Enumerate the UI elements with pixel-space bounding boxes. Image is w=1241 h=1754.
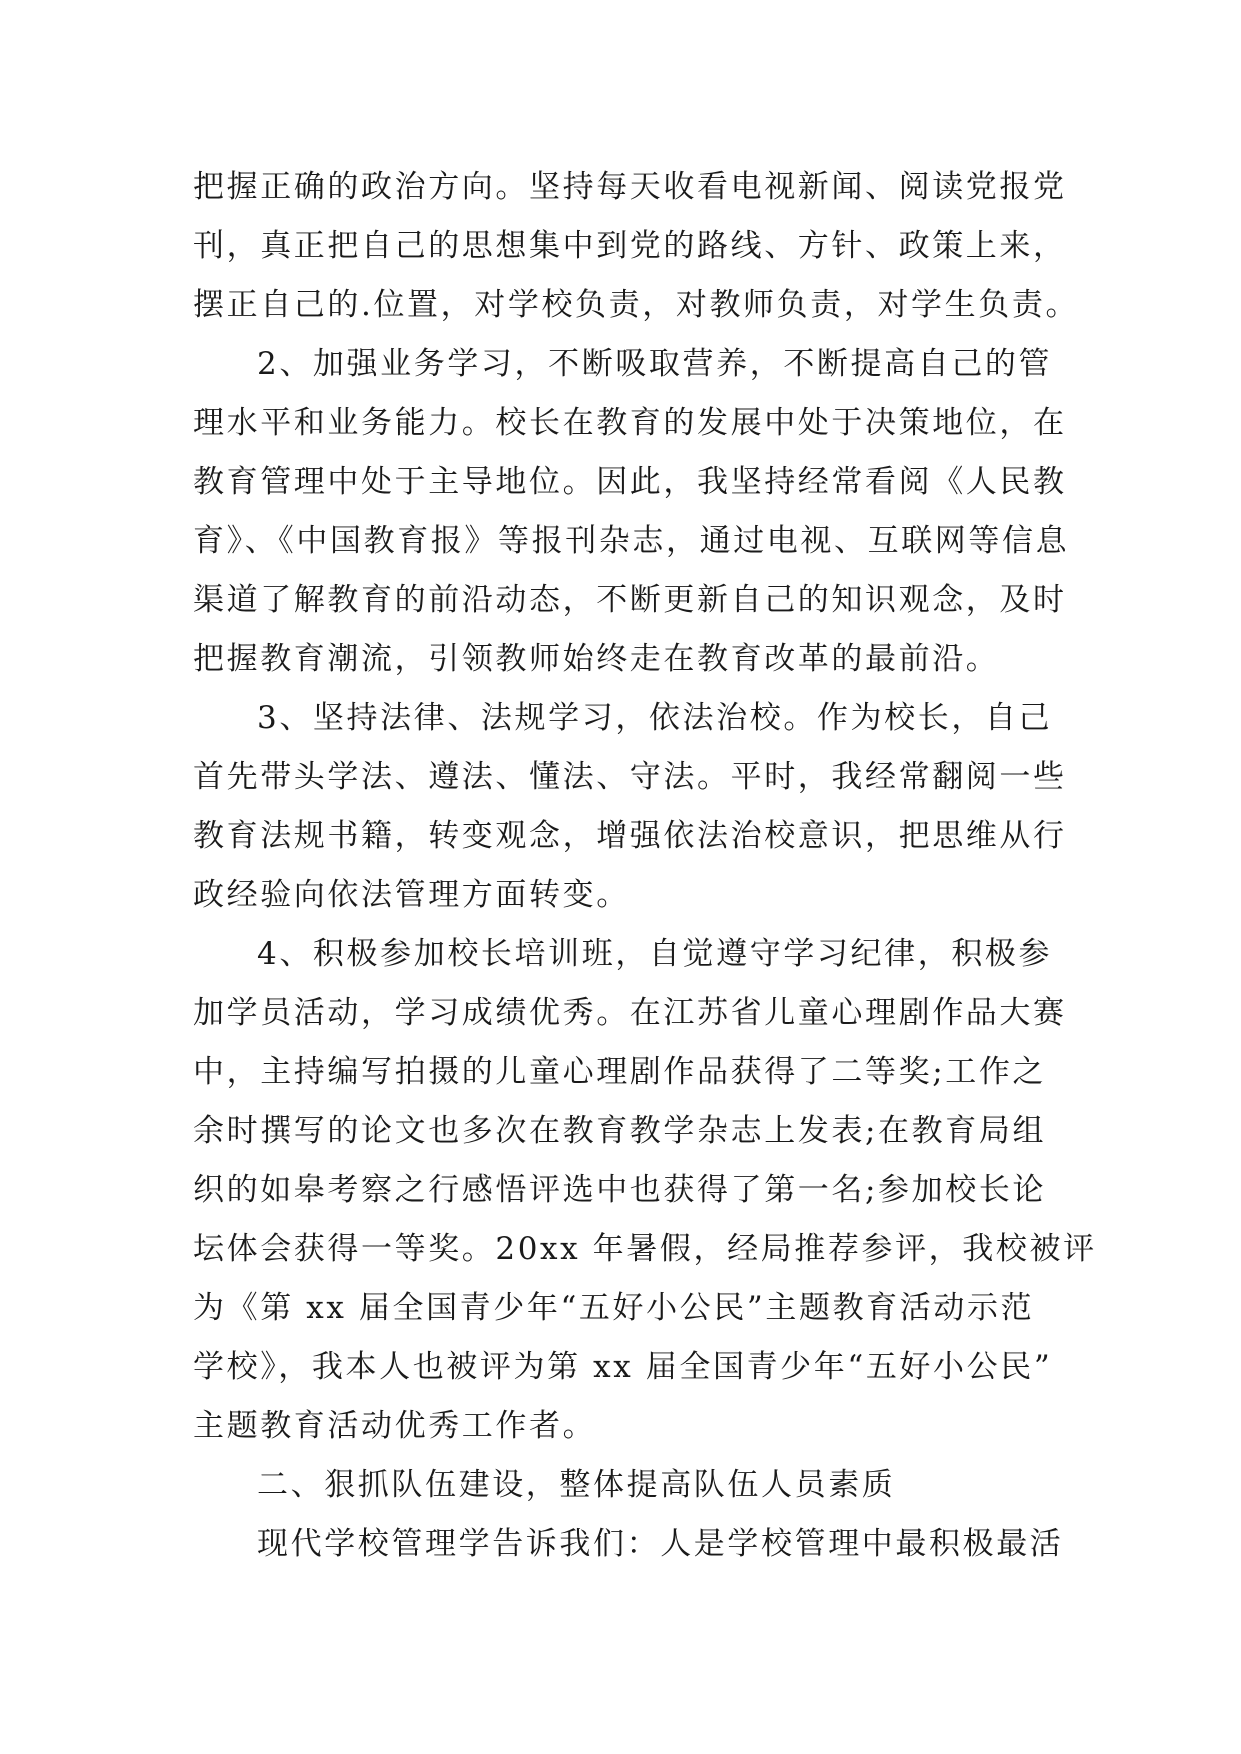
text-line: 教育管理中处于主导地位。因此，我坚持经常看阅《人民教 [193, 464, 1067, 500]
text-line: 余时撰写的论文也多次在教育教学杂志上发表;在教育局组 [193, 1113, 1047, 1149]
text-line: 织的如皋考察之行感悟评选中也获得了第一名;参加校长论 [193, 1172, 1047, 1208]
text-line: 摆正自己的.位置，对学校负责，对教师负责，对学生负责。 [193, 287, 1080, 323]
text-line: 加学员活动，学习成绩优秀。在江苏省儿童心理剧作品大赛 [193, 995, 1067, 1031]
text-line: 二、狠抓队伍建设，整体提高队伍人员素质 [257, 1467, 896, 1503]
text-line: 坛体会获得一等奖。20xx 年暑假，经局推荐参评，我校被评 [193, 1231, 1097, 1267]
text-line: 学校》，我本人也被评为第 xx 届全国青少年“五好小公民” [193, 1349, 1053, 1385]
text-line: 中，主持编写拍摄的儿童心理剧作品获得了二等奖;工作之 [193, 1054, 1047, 1090]
text-line: 为《第 xx 届全国青少年“五好小公民”主题教育活动示范 [193, 1290, 1035, 1326]
text-line: 刊，真正把自己的思想集中到党的路线、方针、政策上来， [193, 228, 1067, 264]
text-line: 渠道了解教育的前沿动态，不断更新自己的知识观念，及时 [193, 582, 1067, 618]
text-line: 政经验向依法管理方面转变。 [193, 877, 630, 913]
text-line: 现代学校管理学告诉我们：人是学校管理中最积极最活 [257, 1526, 1064, 1562]
text-line: 3、坚持法律、法规学习，依法治校。作为校长，自己 [257, 700, 1053, 736]
text-line: 2、加强业务学习，不断吸取营养，不断提高自己的管 [257, 346, 1053, 382]
text-line: 把握正确的政治方向。坚持每天收看电视新闻、阅读党报党 [193, 169, 1067, 205]
text-line: 首先带头学法、遵法、懂法、守法。平时，我经常翻阅一些 [193, 759, 1067, 795]
text-line: 育》、《中国教育报》等报刊杂志，通过电视、互联网等信息 [193, 523, 1070, 559]
text-line: 理水平和业务能力。校长在教育的发展中处于决策地位，在 [193, 405, 1067, 441]
document-body [193, 158, 1097, 1574]
text-line: 4、积极参加校长培训班，自觉遵守学习纪律，积极参 [257, 936, 1053, 972]
text-line: 教育法规书籍，转变观念，增强依法治校意识，把思维从行 [193, 818, 1067, 854]
text-line: 主题教育活动优秀工作者。 [193, 1408, 597, 1444]
text-line: 把握教育潮流，引领教师始终走在教育改革的最前沿。 [193, 641, 1000, 677]
